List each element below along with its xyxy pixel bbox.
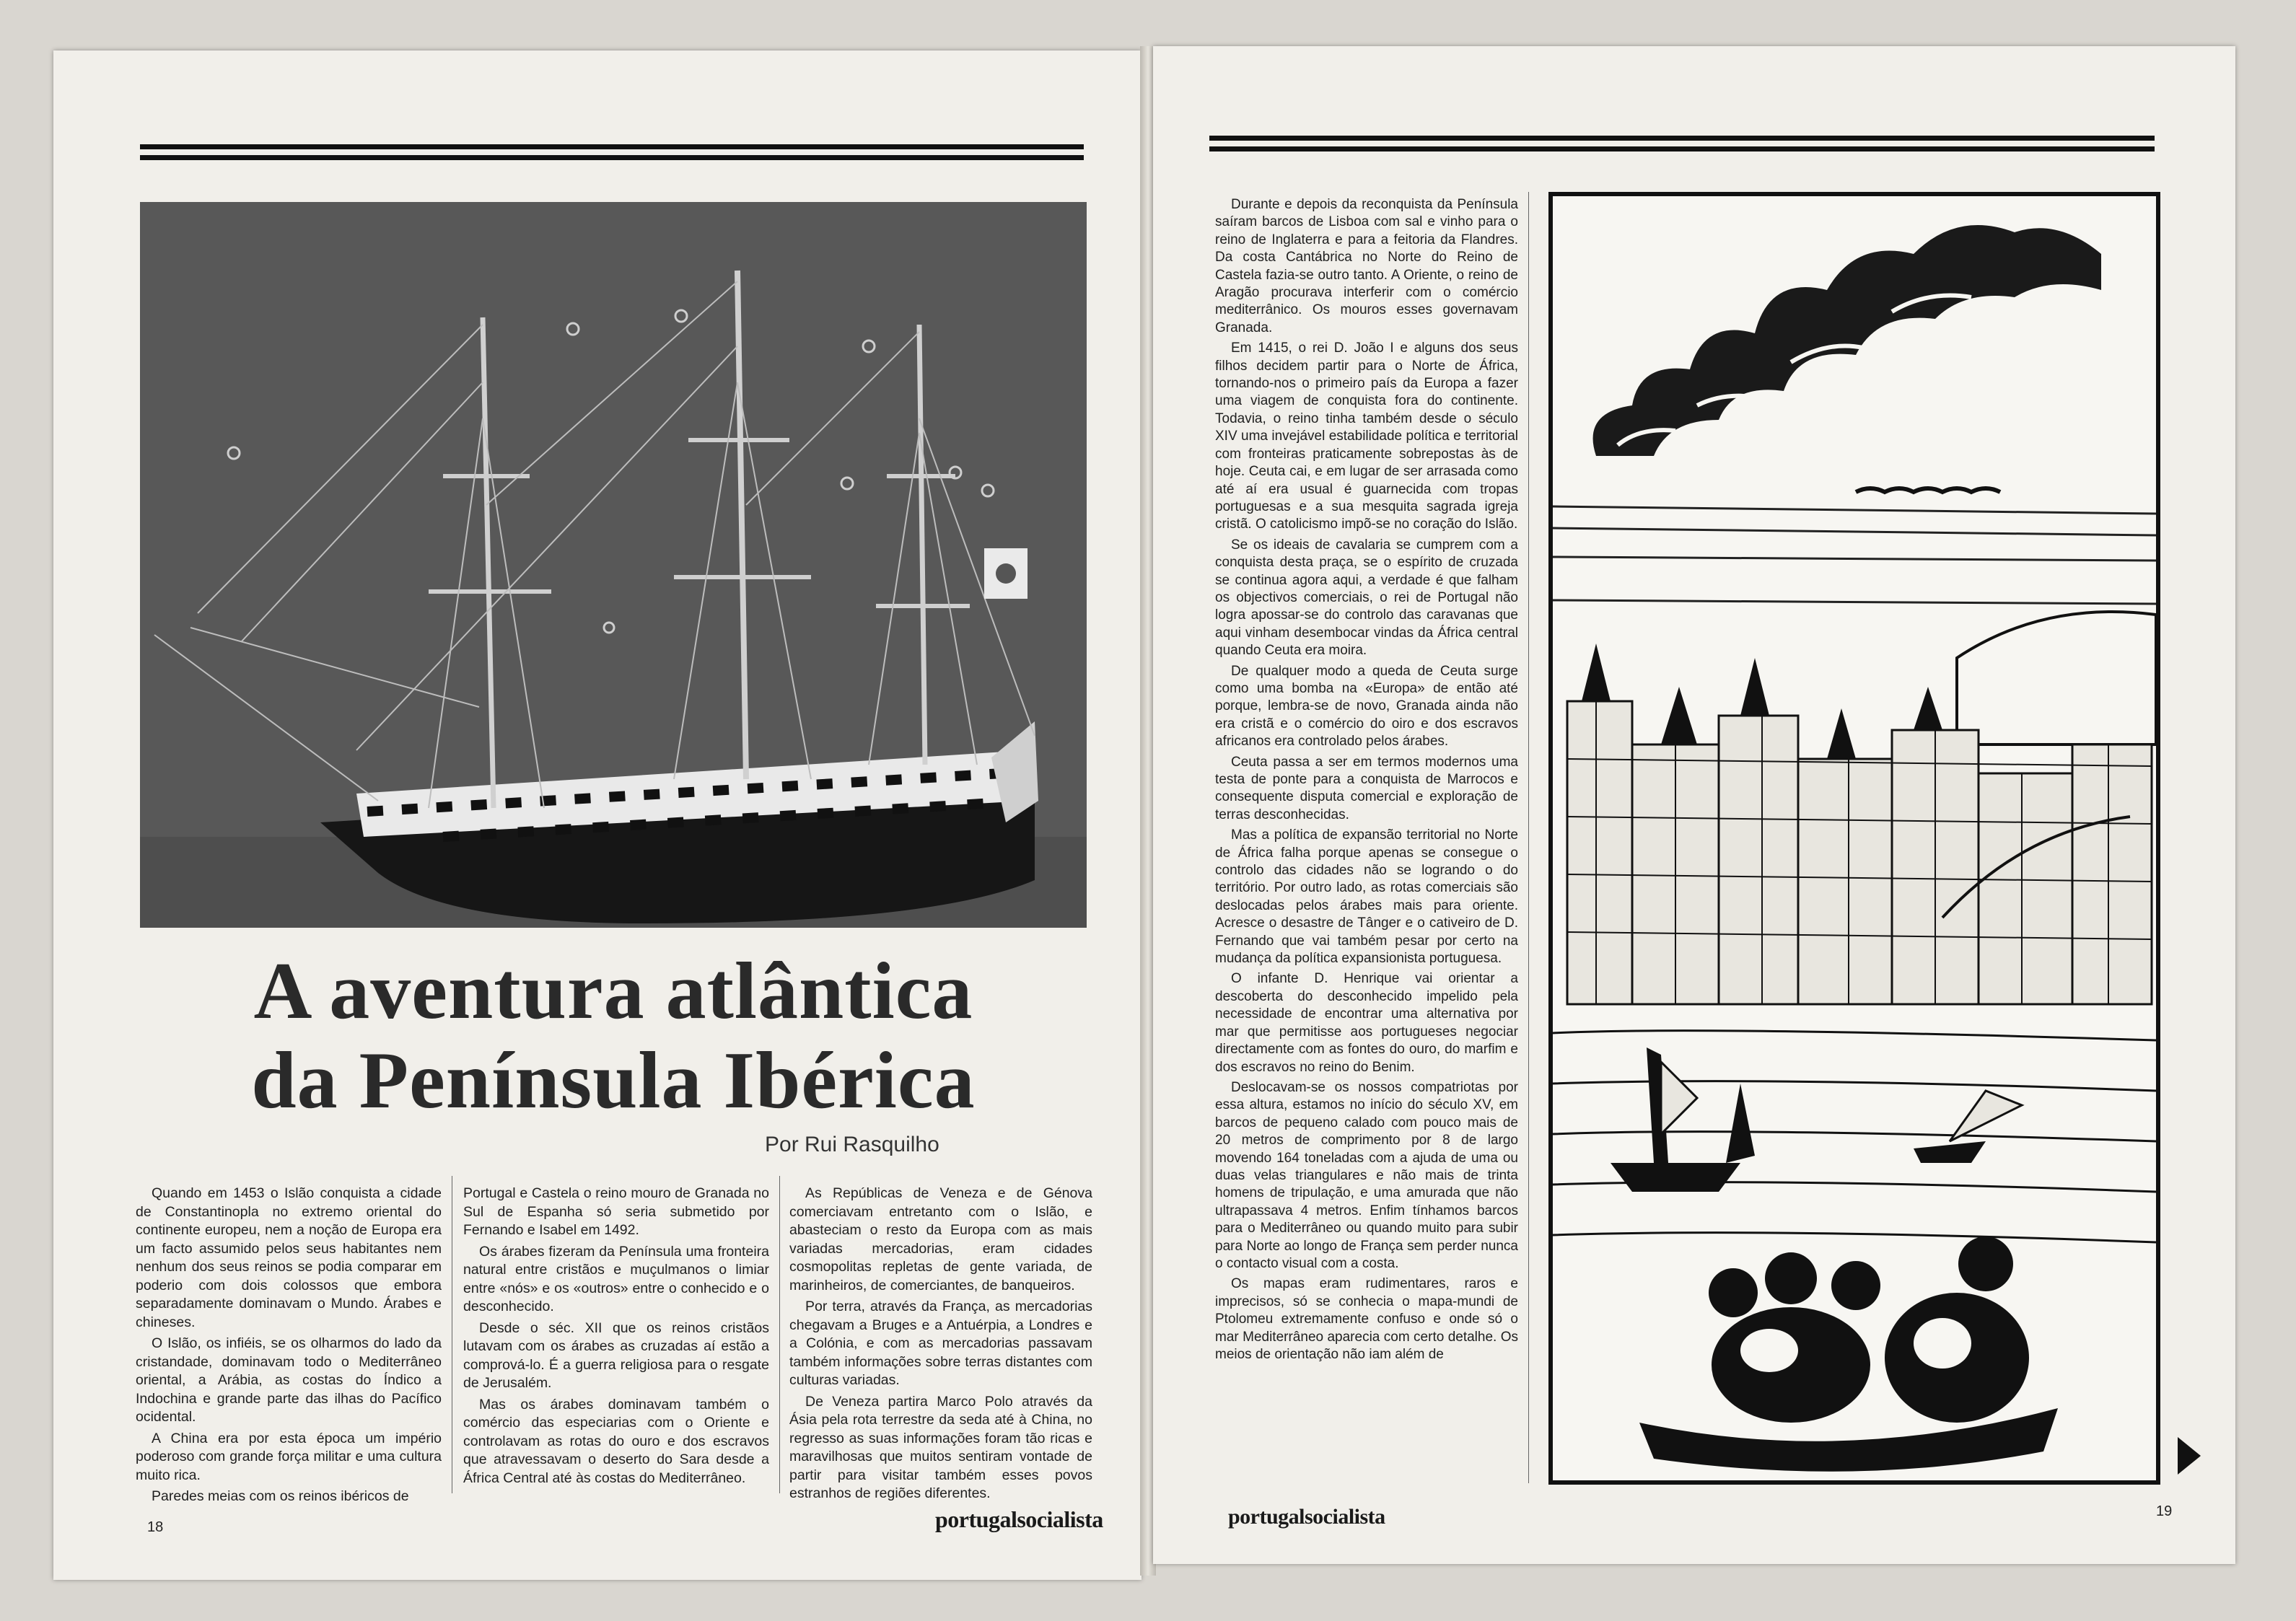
paragraph: Os mapas eram rudimentares, raros e imprecisos, só se conhecia o mapa-mundi de Ptolomeu extremamente confuso e onde só o mar Mediterrâneo aparecia com certo detalhe. Os meios de orientação não iam além de (1215, 1276, 1518, 1362)
column-divider (1528, 192, 1529, 1483)
article-column-1 (136, 1185, 442, 1509)
paragraph: Desde o séc. XII que os reinos cristãos lutavam com os árabes as cruzadas aí estão a comprová-lo. É a guerra religiosa para o resgate de Jerusalém. (463, 1319, 769, 1391)
ship-model-illustration (140, 202, 1087, 928)
paragraph: Se os ideais de cavalaria se cumprem com a conquista desta praça, se o espírito de cruzada se continua agora aqui, a verdade é que falham os objectivos comerciais, o rei de Portugal não logra apossar-se do controlo das caravanas que aqui vinham desembocar vindas da África central quando Ceuta era moira. (1215, 537, 1518, 659)
page-number-right: 19 (2156, 1503, 2173, 1519)
paragraph: Durante e depois da reconquista da Península saíram barcos de Lisboa com sal e vinho para o reino de Inglaterra e para a feitoria da Flandres. Da costa Cantábrica no Norte do Reino de Castela fazia-se outro tanto. A Oriente, o reino de Aragão procurava interferir com o comércio mediterrânico. Os mouros esses governavam Granada. (1215, 197, 1518, 335)
paragraph: Portugal e Castela o reino mouro de Granada no Sul de Espanha só seria submetido por Fernando e Isabel em 1492. (463, 1185, 769, 1238)
article-column-right (1215, 196, 1518, 1366)
byline: Por Rui Rasquilho (765, 1133, 939, 1156)
paragraph: Os árabes fizeram da Península uma fronteira natural entre cristãos e muçulmanos o limiar entre «nós» e os «outros» entre o conhecido e o desconhecido. (463, 1243, 769, 1314)
continue-arrow-icon (2178, 1437, 2201, 1475)
paragraph: Quando em 1453 o Islão conquista a cidade de Constantinopla no extremo oriental do continente europeu, nem a noção de Europa era um facto assumido pelos seus habitantes nem nenhum dos seus reinos se podia comparar em poderio com dois colossos que embora separadamente dominavam o Mundo. Árabes e chineses. (136, 1185, 442, 1330)
paragraph: Por terra, através da França, as mercadorias chegavam a Bruges e a Antuérpia, a Londres e a Colónia, e com as mercadorias passavam também informações sobre terras distantes com culturas variadas. (789, 1299, 1092, 1388)
paragraph: Paredes meias com os reinos ibéricos de (152, 1488, 409, 1504)
page-number-left: 18 (147, 1519, 164, 1535)
top-rule-right (1209, 136, 2155, 151)
ceuta-engraving-illustration (1548, 192, 2160, 1485)
ship-model-photo (140, 202, 1087, 928)
paragraph: Deslocavam-se os nossos compatriotas por essa altura, estamos no início do século XV, em barcos de pequeno calado com pouco mais de 20 metros de comprimento por 8 de largo movendo 164 toneladas com a ajuda de uma ou duas velas triangulares e não mais de trinta homens de tripulação, e uma amurada que não ultrapassava 4 metros. Enfim tínhamos barcos para o Mediterrâneo ou quando muito para subir para Norte ao longo de França sem perder nunca o contacto visual com a costa. (1215, 1079, 1518, 1271)
article-column-2 (463, 1185, 769, 1490)
paragraph: As Repúblicas de Veneza e de Génova comerciavam entretanto com o Islão, e abasteciam o resto da Europa com as mais variadas mercadorias, eram cidades cosmopolitas repletas de gente variada, de marinheiros, de comerciantes, de banqueiros. (789, 1185, 1092, 1293)
paragraph: Mas a política de expansão territorial no Norte de África falha porque apenas se consegue o controlo das cidades não se logrando o do território. Por outro lado, as rotas comerciais são deslocadas pelos árabes mais para oriente. Acresce o desastre de Tânger e o cativeiro de D. Fernando que vai também pesar por certo na mudança da política expansionista portuguesa. (1215, 827, 1518, 967)
paragraph: O infante D. Henrique vai orientar a descoberta do desconhecido impelido pela necessidade de encontrar uma alternativa por mar que permitisse aos portugueses negociar directamente com as fontes do ouro, do marfim e dos escravos no reino do Benim. (1215, 971, 1518, 1075)
column-divider (779, 1176, 780, 1493)
paragraph: A China era por esta época um império poderoso com grande força militar e uma cultura muito rica. (136, 1430, 442, 1483)
paragraph: Ceuta passa a ser em termos modernos uma testa de ponte para a conquista de Marrocos e consequente disputa comercial e exploração de terras desconhecidas. (1215, 754, 1518, 822)
masthead-left: portugalsocialista (935, 1506, 1103, 1532)
masthead-right: portugalsocialista (1228, 1505, 1385, 1529)
paragraph: De qualquer modo a queda de Ceuta surge como uma bomba na «Europa» de então até porque, lembra-se de novo, Granada ainda não era cristã e o comércio do oiro e dos escravos africanos era controlado pelos árabes. (1215, 663, 1518, 750)
harbour-engraving (1553, 196, 2156, 1480)
paragraph: Mas os árabes dominavam também o comércio das especiarias com o Oriente e controlavam as rotas do ouro e dos escravos que atravessavam o deserto do Sara desde a África Central até às costas do Mediterrâneo. (463, 1396, 769, 1486)
headline-line1: A aventura atlântica (253, 946, 973, 1036)
paragraph: O Islão, os infiéis, se os olharmos do lado da cristandade, dominavam todo o Mediterrâneo oriental, a Arábia, as costas do Índico a Indochina e grande parte das ilhas do Pacífico ocidental. (136, 1335, 442, 1425)
paragraph: Em 1415, o rei D. João I e alguns dos seus filhos decidem partir para o Norte de África, tornando-nos o primeiro país da Europa a fazer uma viagem de conquista fora do continente. Todavia, o reino tinha também desde o século XIV uma invejável estabilidade política e territorial com fronteiras praticamente sobrepostas às de hoje. Ceuta cai, e em lugar de ser arrasada como até aí era usual é guarnecida com tropas portuguesas e a sua mesquita sagrada igreja cristã. O catolicismo impõ-se no coração do Islão. (1215, 341, 1518, 532)
headline-line2: da Península Ibérica (251, 1036, 976, 1125)
article-column-3 (789, 1185, 1092, 1506)
top-rule-left (140, 144, 1084, 160)
paragraph: De Veneza partira Marco Polo através da Ásia pela rota terrestre da seda até à China, no regresso as suas informações foram tão ricas e maravilhosas que muitos sentiram vontade de partir para visitar também esses povos estranhos de regiões diferentes. (789, 1393, 1092, 1501)
